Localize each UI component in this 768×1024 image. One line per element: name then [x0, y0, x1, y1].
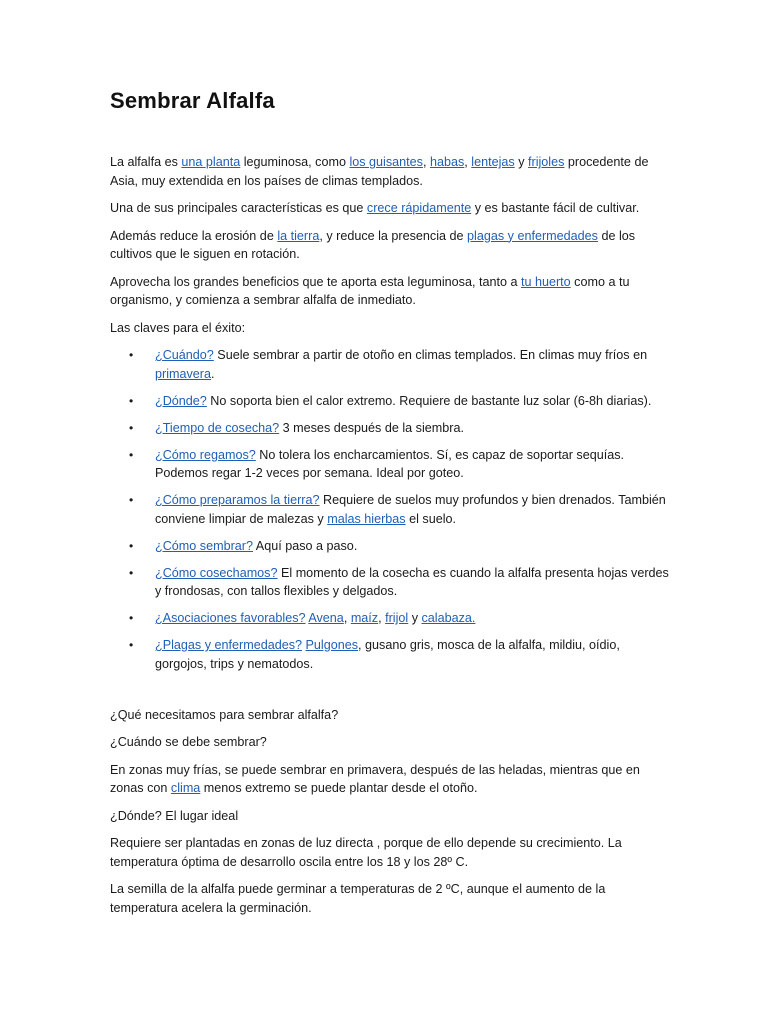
keys-list [110, 346, 670, 673]
link-como-regamos[interactable]: ¿Cómo regamos? [155, 447, 256, 462]
when-paragraph [110, 761, 670, 798]
link-como-cosechamos[interactable]: ¿Cómo cosechamos? [155, 565, 278, 580]
bullet-icon: • [129, 447, 134, 462]
text: En zonas muy frías, se puede sembrar en primavera, después de las heladas, mientras que en zonas con [110, 762, 640, 795]
link-avena[interactable]: Avena [308, 611, 344, 625]
text: leguminosa, como [240, 155, 350, 169]
question-donde-lugar-ideal: ¿Dónde? El lugar ideal [110, 808, 239, 823]
link-tiempo-de-cosecha[interactable]: ¿Tiempo de cosecha? [155, 420, 280, 435]
text: 3 meses después de la siembra. [279, 420, 464, 435]
text: La alfalfa es [110, 155, 182, 169]
text: Aprovecha los grandes beneficios que te aporta esta leguminosa, tanto a [110, 274, 521, 289]
link-malas-hierbas[interactable]: malas hierbas [327, 511, 406, 526]
text: , [422, 155, 430, 169]
bullet-icon: • [129, 565, 134, 580]
link-donde[interactable]: ¿Dónde? [155, 393, 207, 408]
text: y [514, 155, 529, 169]
list-item [110, 609, 670, 628]
link-lentejas[interactable]: lentejas [471, 155, 515, 169]
text: Además reduce la erosión de [110, 228, 278, 243]
link-crece-rapidamente[interactable]: crece rápidamente [366, 201, 472, 215]
benefits-paragraph [110, 273, 670, 310]
link-los-guisantes[interactable]: los guisantes [349, 155, 423, 169]
section-spacer [110, 682, 670, 706]
text: , y reduce la presencia de [319, 228, 468, 243]
page-title: Sembrar Alfalfa [110, 88, 275, 113]
link-maiz[interactable]: maíz [350, 611, 379, 625]
list-item [110, 446, 670, 483]
text: y [408, 611, 422, 625]
link-plagas-y-enfermedades-q[interactable]: ¿Plagas y enfermedades? [155, 638, 303, 652]
link-tu-huerto[interactable]: tu huerto [520, 274, 571, 289]
bullet-icon: • [129, 393, 134, 408]
light-paragraph: Requiere ser plantadas en zonas de luz directa , porque de ello depende su crecimiento. La temperatura óptima de desarrollo oscila entre los 18 y los 28º C. [110, 836, 622, 869]
list-item [110, 636, 670, 673]
link-asociaciones-favorables[interactable]: ¿Asociaciones favorables? [155, 611, 306, 625]
text: . [211, 366, 215, 381]
list-item [110, 491, 670, 528]
link-como-sembrar[interactable]: ¿Cómo sembrar? [155, 538, 253, 553]
erosion-paragraph [110, 227, 670, 264]
link-primavera[interactable]: primavera [155, 366, 211, 381]
text: Requiere de suelos muy profundos y bien drenados. También conviene limpiar de malezas y [155, 493, 666, 526]
question-cuando-sembrar: ¿Cuándo se debe sembrar? [110, 735, 267, 749]
list-item [110, 419, 670, 438]
link-calabaza[interactable]: calabaza. [421, 611, 476, 625]
text: No tolera los encharcamientos. Sí, es capaz de soportar sequías. Podemos regar 1-2 veces por semana. Ideal por goteo. [155, 447, 625, 480]
list-item [110, 392, 670, 411]
link-como-preparamos-la-tierra[interactable]: ¿Cómo preparamos la tierra? [155, 493, 320, 507]
keys-heading: Las claves para el éxito: [110, 320, 246, 335]
link-una-planta[interactable]: una planta [181, 155, 241, 169]
bullet-icon: • [129, 538, 134, 553]
text: El momento de la cosecha es cuando la alfalfa presenta hojas verdes y frondosas, con tallos flexibles y delgados. [155, 565, 669, 598]
germination-paragraph: La semilla de la alfalfa puede germinar a temperaturas de 2 ºC, aunque el aumento de la temperatura acelera la germinación. [110, 882, 606, 915]
text: y es bastante fácil de cultivar. [471, 201, 640, 215]
list-item [110, 537, 670, 556]
text: , [464, 155, 472, 169]
text: Suele sembrar a partir de otoño en climas templados. En climas muy fríos en [213, 348, 648, 362]
link-clima[interactable]: clima [170, 781, 201, 795]
text: el suelo. [405, 511, 457, 526]
document-body [110, 153, 670, 926]
bullet-icon: • [129, 611, 134, 625]
text: Aquí paso a paso. [252, 538, 358, 553]
text: , gusano gris, mosca de la alfalfa, mildiu, oídio, gorgojos, trips y nematodos. [155, 638, 620, 671]
link-frijoles[interactable]: frijoles [528, 155, 565, 169]
link-plagas-y-enfermedades[interactable]: plagas y enfermedades [467, 228, 598, 243]
bullet-icon: • [129, 420, 134, 435]
text: de los cultivos que le siguen en rotación. [110, 228, 636, 261]
link-la-tierra[interactable]: la tierra [277, 228, 320, 243]
bullet-icon: • [129, 493, 134, 507]
link-frijol[interactable]: frijol [385, 611, 409, 625]
bullet-icon: • [129, 638, 134, 652]
link-habas[interactable]: habas [429, 155, 465, 169]
text: como a tu organismo, y comienza a sembrar alfalfa de inmediato. [110, 274, 630, 307]
text: , [378, 611, 386, 625]
bullet-icon: • [129, 348, 134, 362]
intro-paragraph [110, 153, 670, 190]
link-pulgones[interactable]: Pulgones [305, 638, 359, 652]
question-que-necesitamos: ¿Qué necesitamos para sembrar alfalfa? [110, 707, 339, 722]
text: procedente de Asia, muy extendida en los países de climas templados. [110, 155, 649, 188]
text: Una de sus principales características es que [110, 201, 367, 215]
characteristics-paragraph [110, 199, 670, 218]
text: , [343, 611, 351, 625]
list-item [110, 564, 670, 601]
text: No soporta bien el calor extremo. Requiere de bastante luz solar (6-8h diarias). [206, 393, 652, 408]
link-cuando[interactable]: ¿Cuándo? [155, 348, 214, 362]
text: menos extremo se puede plantar desde el otoño. [200, 781, 478, 795]
list-item [110, 346, 670, 383]
